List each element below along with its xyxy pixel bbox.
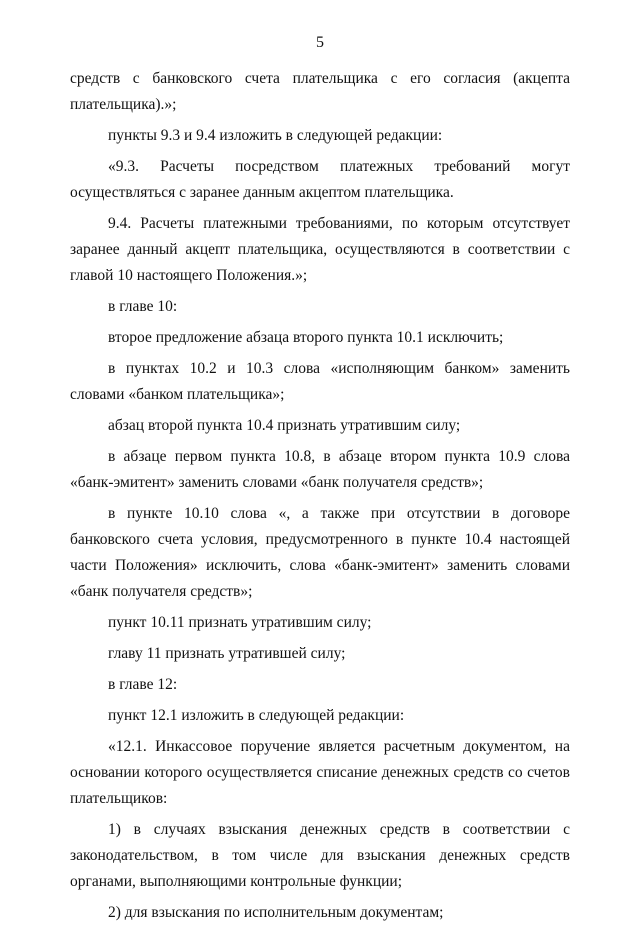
- paragraph: в абзаце первом пункта 10.8, в абзаце втором пункта 10.9 слова «банк-эмитент» заменить словами «банк получателя средств»;: [70, 448, 570, 491]
- page-number: 5: [316, 34, 324, 51]
- paragraph: пункт 12.1 изложить в следующей редакции:: [108, 707, 405, 724]
- paragraph: «12.1. Инкассовое поручение является расчетным документом, на основании которого осуществляется списание денежных средств со счетов плательщиков:: [70, 738, 570, 807]
- paragraph: в главе 10:: [108, 298, 178, 315]
- paragraph: абзац второй пункта 10.4 признать утратившим силу;: [108, 417, 461, 434]
- paragraph: 2) для взыскания по исполнительным документам;: [108, 904, 444, 921]
- paragraph: в главе 12:: [108, 676, 178, 693]
- document-body: [70, 66, 570, 931]
- paragraph: второе предложение абзаца второго пункта 10.1 исключить;: [108, 329, 504, 346]
- paragraph: пункт 10.11 признать утратившим силу;: [108, 614, 372, 631]
- paragraph: в пунктах 10.2 и 10.3 слова «исполняющим банком» заменить словами «банком плательщика»;: [70, 360, 570, 403]
- paragraph: главу 11 признать утратившей силу;: [108, 645, 346, 662]
- paragraph: «9.3. Расчеты посредством платежных требований могут осуществляться с заранее данным акцептом плательщика.: [70, 158, 570, 201]
- paragraph: в пункте 10.10 слова «, а также при отсутствии в договоре банковского счета условия, предусмотренного в пункте 10.4 настоящей части Положения» исключить, слова «банк-эмитент» заменить словами «банк получателя средств»;: [70, 505, 570, 600]
- paragraph-continuation: средств с банковского счета плательщика с его согласия (акцепта плательщика).»;: [70, 70, 570, 113]
- paragraph: 9.4. Расчеты платежными требованиями, по которым отсутствует заранее данный акцепт плательщика, осуществляются в соответствии с главой 10 настоящего Положения.»;: [70, 215, 570, 284]
- paragraph: 1) в случаях взыскания денежных средств в соответствии с законодательством, в том числе для взыскания денежных средств органами, выполняющими контрольные функции;: [70, 821, 570, 890]
- paragraph: пункты 9.3 и 9.4 изложить в следующей редакции:: [108, 127, 443, 144]
